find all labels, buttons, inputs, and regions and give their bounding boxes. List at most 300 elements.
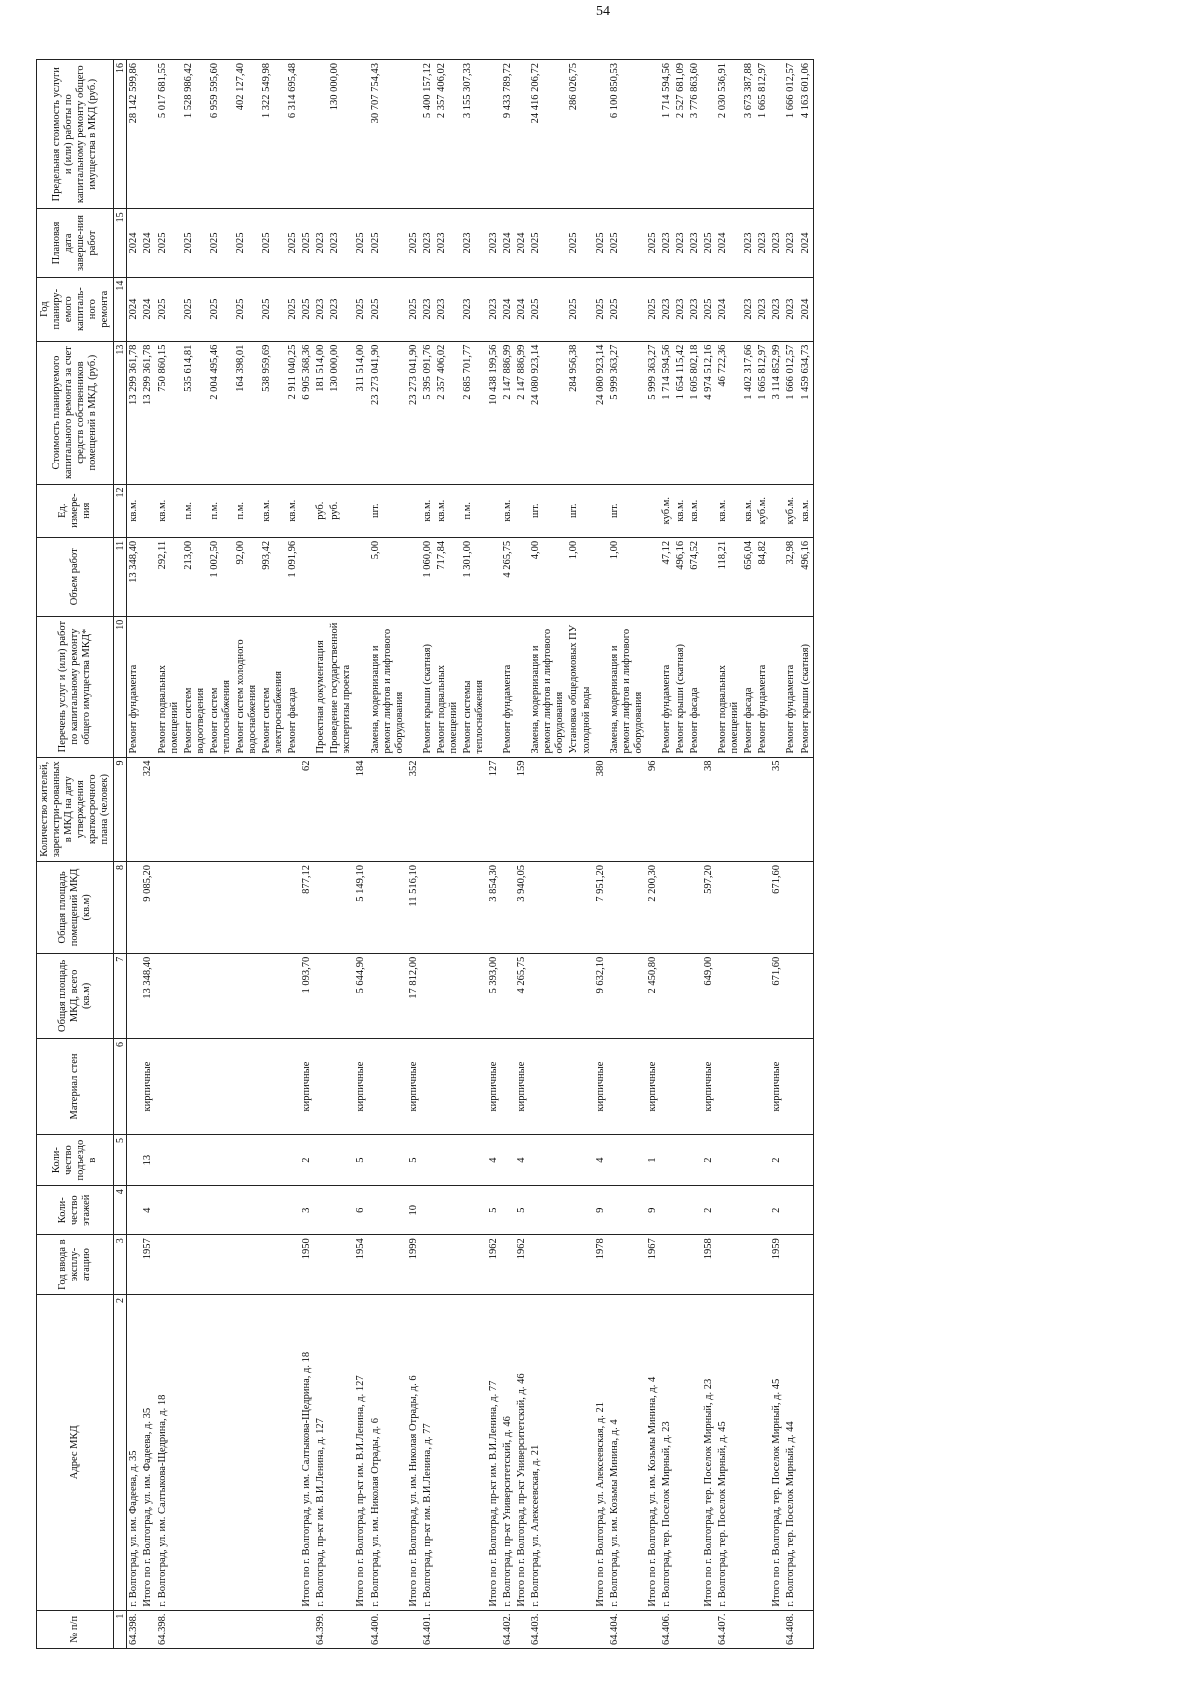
unit-cell: кв.м. xyxy=(286,484,300,537)
address-cell: Итого по г. Волгоград, ул. им. Салтыкова-Щедрина, д. 18 xyxy=(300,1294,314,1610)
address-cell xyxy=(234,1294,260,1610)
work-volume-cell: 1,00 xyxy=(608,537,646,616)
column-number: 2 xyxy=(114,1294,127,1610)
unit-cell: п.м. xyxy=(234,484,260,537)
entrances-cell xyxy=(369,1135,407,1186)
floors-cell xyxy=(369,1186,407,1235)
work-volume-cell xyxy=(314,537,328,616)
planned-cost-cell: 13 299 361,78 xyxy=(127,341,142,484)
max-cost-cell: 6 959 595,60 xyxy=(208,60,234,209)
row-number-cell: 64.399. xyxy=(314,1610,328,1648)
work-volume-cell: 496,16 xyxy=(674,537,688,616)
work-volume-cell: 1,00 xyxy=(567,537,593,616)
unit-cell xyxy=(646,484,660,537)
table-row xyxy=(515,60,529,1649)
wall-material-cell xyxy=(799,1039,814,1135)
floors-cell xyxy=(501,1186,515,1235)
completion-date-cell: 2023 xyxy=(314,209,328,277)
premises-area-cell xyxy=(756,862,770,954)
table-row xyxy=(594,60,608,1649)
premises-area-cell: 671,60 xyxy=(770,862,784,954)
premises-area-cell xyxy=(660,862,674,954)
completion-date-cell: 2025 xyxy=(182,209,208,277)
max-cost-cell xyxy=(770,60,784,209)
column-number: 1 xyxy=(114,1610,127,1648)
row-number-cell xyxy=(234,1610,260,1648)
work-type-cell: Ремонт фундамента xyxy=(660,616,674,757)
work-volume-cell xyxy=(487,537,501,616)
work-type-cell: Проведение государственной экспертизы проекта xyxy=(328,616,354,757)
page-number: 54 xyxy=(596,4,610,19)
column-number: 7 xyxy=(114,953,127,1038)
work-type-cell: Замена, модернизация и ремонт лифтов и лифтового оборудования xyxy=(608,616,646,757)
planned-cost-cell: 1 459 634,73 xyxy=(799,341,814,484)
year-built-cell: 1962 xyxy=(487,1235,501,1295)
residents-cell: 35 xyxy=(770,757,784,862)
repair-year-cell: 2025 xyxy=(608,277,646,341)
row-number-cell xyxy=(674,1610,688,1648)
address-cell: Итого по г. Волгоград, ул. им. Николая Отрады, д. 6 xyxy=(407,1294,421,1610)
residents-cell xyxy=(660,757,674,862)
year-built-cell xyxy=(234,1235,260,1295)
table-row xyxy=(799,60,814,1649)
header-cell: Общая площадь МКД, всего (кв.м) xyxy=(37,953,114,1038)
wall-material-cell: кирпичные xyxy=(407,1039,421,1135)
entrances-cell: 2 xyxy=(770,1135,784,1186)
repair-year-cell: 2024 xyxy=(141,277,155,341)
premises-area-cell xyxy=(234,862,260,954)
total-area-cell xyxy=(529,953,567,1038)
planned-cost-cell: 4 974 512,16 xyxy=(702,341,716,484)
address-cell: г. Волгоград, тер. Поселок Мирный, д. 23 xyxy=(660,1294,674,1610)
table-row xyxy=(784,60,798,1649)
unit-cell: руб. xyxy=(328,484,354,537)
residents-cell xyxy=(742,757,756,862)
total-area-cell: 13 348,40 xyxy=(141,953,155,1038)
address-cell: г. Волгоград, тер. Поселок Мирный, д. 45 xyxy=(716,1294,742,1610)
unit-cell: куб.м. xyxy=(660,484,674,537)
work-type-cell: Установка общедомовых ПУ холодной воды xyxy=(567,616,593,757)
premises-area-cell xyxy=(260,862,286,954)
completion-date-cell: 2025 xyxy=(646,209,660,277)
completion-date-cell: 2025 xyxy=(608,209,646,277)
column-number: 9 xyxy=(114,757,127,862)
year-built-cell xyxy=(567,1235,593,1295)
completion-date-cell: 2025 xyxy=(354,209,368,277)
row-number-cell xyxy=(799,1610,814,1648)
planned-cost-cell: 538 959,69 xyxy=(260,341,286,484)
year-built-cell xyxy=(421,1235,435,1295)
residents-cell xyxy=(314,757,328,862)
planned-cost-cell: 2 147 886,99 xyxy=(515,341,529,484)
repair-year-cell: 2025 xyxy=(407,277,421,341)
max-cost-cell xyxy=(314,60,328,209)
residents-cell xyxy=(608,757,646,862)
premises-area-cell xyxy=(501,862,515,954)
planned-cost-cell: 1 654 115,42 xyxy=(674,341,688,484)
repair-year-cell: 2023 xyxy=(660,277,674,341)
total-area-cell xyxy=(234,953,260,1038)
planned-cost-cell: 5 999 363,27 xyxy=(646,341,660,484)
floors-cell xyxy=(314,1186,328,1235)
work-type-cell xyxy=(515,616,529,757)
max-cost-cell: 2 357 406,02 xyxy=(435,60,461,209)
year-built-cell: 1978 xyxy=(594,1235,608,1295)
row-number-cell xyxy=(182,1610,208,1648)
completion-date-cell: 2023 xyxy=(328,209,354,277)
year-built-cell xyxy=(461,1235,487,1295)
floors-cell xyxy=(286,1186,300,1235)
unit-cell: кв.м. xyxy=(716,484,742,537)
planned-cost-cell: 23 273 041,90 xyxy=(369,341,407,484)
work-volume-cell: 1 002,50 xyxy=(208,537,234,616)
residents-cell: 324 xyxy=(141,757,155,862)
header-cell: Ед. измере-ния xyxy=(37,484,114,537)
max-cost-cell: 6 314 695,48 xyxy=(286,60,300,209)
wall-material-cell xyxy=(127,1039,142,1135)
premises-area-cell xyxy=(716,862,742,954)
row-number-cell: 64.402. xyxy=(501,1610,515,1648)
residents-cell xyxy=(784,757,798,862)
max-cost-cell xyxy=(594,60,608,209)
table-row xyxy=(742,60,756,1649)
wall-material-cell: кирпичные xyxy=(354,1039,368,1135)
entrances-cell xyxy=(688,1135,702,1186)
total-area-cell xyxy=(660,953,674,1038)
residents-cell xyxy=(286,757,300,862)
entrances-cell xyxy=(435,1135,461,1186)
max-cost-cell: 28 142 599,86 xyxy=(127,60,142,209)
table-row xyxy=(702,60,716,1649)
wall-material-cell: кирпичные xyxy=(300,1039,314,1135)
table-row xyxy=(660,60,674,1649)
repair-year-cell: 2025 xyxy=(567,277,593,341)
completion-date-cell: 2024 xyxy=(127,209,142,277)
wall-material-cell xyxy=(529,1039,567,1135)
repair-year-cell: 2023 xyxy=(784,277,798,341)
table-row xyxy=(156,60,182,1649)
unit-cell: кв.м. xyxy=(742,484,756,537)
total-area-cell xyxy=(716,953,742,1038)
header-cell: № п/п xyxy=(37,1610,114,1648)
header-cell: Коли-чество подъездо в xyxy=(37,1135,114,1186)
table-row xyxy=(286,60,300,1649)
header-cell: Количество жителей, зарегистри-рованных в МКД на дату утверждения краткосрочного плана (человек) xyxy=(37,757,114,862)
floors-cell: 10 xyxy=(407,1186,421,1235)
premises-area-cell xyxy=(674,862,688,954)
wall-material-cell xyxy=(328,1039,354,1135)
column-number: 16 xyxy=(114,60,127,209)
work-volume-cell xyxy=(515,537,529,616)
max-cost-cell: 2 030 536,91 xyxy=(716,60,742,209)
completion-date-cell: 2024 xyxy=(716,209,742,277)
residents-cell xyxy=(674,757,688,862)
year-built-cell xyxy=(756,1235,770,1295)
work-type-cell: Ремонт фундамента xyxy=(127,616,142,757)
work-type-cell xyxy=(300,616,314,757)
work-type-cell xyxy=(594,616,608,757)
work-volume-cell: 13 348,40 xyxy=(127,537,142,616)
premises-area-cell: 3 940,05 xyxy=(515,862,529,954)
premises-area-cell xyxy=(742,862,756,954)
table-row xyxy=(182,60,208,1649)
completion-date-cell: 2023 xyxy=(421,209,435,277)
table-row xyxy=(300,60,314,1649)
row-number-cell xyxy=(328,1610,354,1648)
wall-material-cell: кирпичные xyxy=(515,1039,529,1135)
table-row xyxy=(127,60,142,1649)
wall-material-cell xyxy=(501,1039,515,1135)
work-volume-cell: 32,98 xyxy=(784,537,798,616)
total-area-cell xyxy=(674,953,688,1038)
year-built-cell: 1962 xyxy=(515,1235,529,1295)
planned-cost-cell: 1 605 802,18 xyxy=(688,341,702,484)
repair-year-cell: 2025 xyxy=(260,277,286,341)
planned-cost-cell: 1 402 317,66 xyxy=(742,341,756,484)
header-cell: Год планиру-емого капиталь-ного ремонта xyxy=(37,277,114,341)
table-row xyxy=(461,60,487,1649)
residents-cell xyxy=(461,757,487,862)
completion-date-cell: 2023 xyxy=(688,209,702,277)
row-number-cell xyxy=(435,1610,461,1648)
completion-date-cell: 2023 xyxy=(461,209,487,277)
repair-year-cell: 2025 xyxy=(646,277,660,341)
total-area-cell xyxy=(742,953,756,1038)
repair-year-cell: 2023 xyxy=(487,277,501,341)
total-area-cell xyxy=(369,953,407,1038)
unit-cell: кв.м. xyxy=(435,484,461,537)
row-number-cell: 64.408. xyxy=(784,1610,798,1648)
wall-material-cell xyxy=(660,1039,674,1135)
unit-cell: п.м. xyxy=(461,484,487,537)
residents-cell xyxy=(234,757,260,862)
address-cell: Итого по г. Волгоград, пр-кт им. В.И.Ленина, д. 77 xyxy=(487,1294,501,1610)
residents-cell xyxy=(260,757,286,862)
column-number: 14 xyxy=(114,277,127,341)
completion-date-cell: 2025 xyxy=(300,209,314,277)
entrances-cell xyxy=(567,1135,593,1186)
total-area-cell: 649,00 xyxy=(702,953,716,1038)
premises-area-cell: 2 200,30 xyxy=(646,862,660,954)
year-built-cell: 1950 xyxy=(300,1235,314,1295)
residents-cell xyxy=(328,757,354,862)
year-built-cell xyxy=(688,1235,702,1295)
floors-cell: 9 xyxy=(646,1186,660,1235)
work-type-cell: Ремонт фасада xyxy=(742,616,756,757)
entrances-cell: 4 xyxy=(594,1135,608,1186)
entrances-cell xyxy=(461,1135,487,1186)
work-type-cell: Ремонт фундамента xyxy=(756,616,770,757)
row-number-cell xyxy=(770,1610,784,1648)
column-number: 10 xyxy=(114,616,127,757)
address-cell: г. Волгоград, пр-кт им. В.И.Ленина, д. 127 xyxy=(314,1294,328,1610)
unit-cell: кв.м. xyxy=(501,484,515,537)
max-cost-cell: 1 714 594,56 xyxy=(660,60,674,209)
premises-area-cell xyxy=(421,862,435,954)
completion-date-cell: 2024 xyxy=(799,209,814,277)
column-number: 15 xyxy=(114,209,127,277)
row-number-cell: 64.398. xyxy=(156,1610,182,1648)
year-built-cell: 1954 xyxy=(354,1235,368,1295)
table-row xyxy=(435,60,461,1649)
premises-area-cell: 11 516,10 xyxy=(407,862,421,954)
work-volume-cell: 717,84 xyxy=(435,537,461,616)
total-area-cell xyxy=(688,953,702,1038)
address-cell xyxy=(461,1294,487,1610)
work-type-cell: Ремонт систем холодного водоснабжения xyxy=(234,616,260,757)
entrances-cell xyxy=(260,1135,286,1186)
entrances-cell: 4 xyxy=(515,1135,529,1186)
residents-cell xyxy=(688,757,702,862)
completion-date-cell: 2023 xyxy=(756,209,770,277)
row-number-cell: 64.400. xyxy=(369,1610,407,1648)
year-built-cell: 1967 xyxy=(646,1235,660,1295)
total-area-cell xyxy=(328,953,354,1038)
entrances-cell xyxy=(674,1135,688,1186)
unit-cell: кв.м. xyxy=(799,484,814,537)
header-cell: Материал стен xyxy=(37,1039,114,1135)
premises-area-cell xyxy=(688,862,702,954)
column-number: 8 xyxy=(114,862,127,954)
max-cost-cell xyxy=(407,60,421,209)
completion-date-cell: 2023 xyxy=(742,209,756,277)
address-cell xyxy=(567,1294,593,1610)
row-number-cell xyxy=(300,1610,314,1648)
address-cell xyxy=(328,1294,354,1610)
entrances-cell xyxy=(156,1135,182,1186)
floors-cell xyxy=(529,1186,567,1235)
premises-area-cell xyxy=(182,862,208,954)
entrances-cell xyxy=(208,1135,234,1186)
residents-cell xyxy=(567,757,593,862)
planned-cost-cell: 3 114 852,99 xyxy=(770,341,784,484)
max-cost-cell: 6 100 850,53 xyxy=(608,60,646,209)
table-row xyxy=(421,60,435,1649)
work-volume-cell: 84,82 xyxy=(756,537,770,616)
wall-material-cell xyxy=(208,1039,234,1135)
row-number-cell: 64.403. xyxy=(529,1610,567,1648)
unit-cell: шт. xyxy=(608,484,646,537)
year-built-cell: 1957 xyxy=(141,1235,155,1295)
premises-area-cell xyxy=(127,862,142,954)
repair-year-cell: 2024 xyxy=(716,277,742,341)
table-row xyxy=(501,60,515,1649)
max-cost-cell: 1 528 986,42 xyxy=(182,60,208,209)
year-built-cell xyxy=(799,1235,814,1295)
repair-year-cell: 2023 xyxy=(435,277,461,341)
planned-cost-cell: 2 147 886,99 xyxy=(501,341,515,484)
floors-cell xyxy=(421,1186,435,1235)
premises-area-cell xyxy=(567,862,593,954)
max-cost-cell: 3 776 863,60 xyxy=(688,60,702,209)
repair-year-cell: 2025 xyxy=(354,277,368,341)
completion-date-cell: 2023 xyxy=(435,209,461,277)
completion-date-cell: 2025 xyxy=(567,209,593,277)
work-type-cell: Ремонт подвальных помещений xyxy=(156,616,182,757)
repair-year-cell: 2025 xyxy=(529,277,567,341)
repair-year-cell: 2023 xyxy=(421,277,435,341)
planned-cost-cell: 284 956,38 xyxy=(567,341,593,484)
floors-cell xyxy=(208,1186,234,1235)
address-cell xyxy=(756,1294,770,1610)
completion-date-cell: 2025 xyxy=(156,209,182,277)
completion-date-cell: 2025 xyxy=(529,209,567,277)
total-area-cell xyxy=(314,953,328,1038)
total-area-cell xyxy=(286,953,300,1038)
premises-area-cell: 597,20 xyxy=(702,862,716,954)
wall-material-cell xyxy=(716,1039,742,1135)
row-number-cell xyxy=(567,1610,593,1648)
entrances-cell xyxy=(234,1135,260,1186)
completion-date-cell: 2023 xyxy=(784,209,798,277)
max-cost-cell xyxy=(141,60,155,209)
residents-cell: 184 xyxy=(354,757,368,862)
entrances-cell xyxy=(501,1135,515,1186)
residents-cell xyxy=(756,757,770,862)
wall-material-cell: кирпичные xyxy=(594,1039,608,1135)
work-volume-cell: 993,42 xyxy=(260,537,286,616)
wall-material-cell xyxy=(742,1039,756,1135)
floors-cell: 5 xyxy=(487,1186,501,1235)
floors-cell xyxy=(328,1186,354,1235)
completion-date-cell: 2023 xyxy=(660,209,674,277)
address-cell: Итого по г. Волгоград, пр-кт Университетский, д. 46 xyxy=(515,1294,529,1610)
wall-material-cell xyxy=(234,1039,260,1135)
floors-cell xyxy=(688,1186,702,1235)
completion-date-cell: 2024 xyxy=(501,209,515,277)
unit-cell: кв.м. xyxy=(421,484,435,537)
repair-year-cell: 2024 xyxy=(515,277,529,341)
planned-cost-cell: 1 714 594,56 xyxy=(660,341,674,484)
repair-year-cell: 2025 xyxy=(594,277,608,341)
completion-date-cell: 2023 xyxy=(770,209,784,277)
premises-area-cell: 7 951,20 xyxy=(594,862,608,954)
max-cost-cell xyxy=(515,60,529,209)
residents-cell xyxy=(799,757,814,862)
repair-year-cell: 2023 xyxy=(688,277,702,341)
year-built-cell xyxy=(208,1235,234,1295)
address-cell: г. Волгоград, ул. Алексеевская, д. 21 xyxy=(529,1294,567,1610)
wall-material-cell xyxy=(286,1039,300,1135)
floors-cell: 5 xyxy=(515,1186,529,1235)
total-area-cell xyxy=(799,953,814,1038)
completion-date-cell: 2023 xyxy=(487,209,501,277)
residents-cell: 159 xyxy=(515,757,529,862)
year-built-cell xyxy=(742,1235,756,1295)
entrances-cell: 5 xyxy=(407,1135,421,1186)
work-volume-cell xyxy=(141,537,155,616)
max-cost-cell: 1 666 012,57 xyxy=(784,60,798,209)
work-type-cell: Ремонт системы теплоснабжения xyxy=(461,616,487,757)
completion-date-cell: 2025 xyxy=(260,209,286,277)
unit-cell: шт. xyxy=(369,484,407,537)
column-number-row xyxy=(114,60,127,1649)
repair-year-cell: 2024 xyxy=(501,277,515,341)
year-built-cell xyxy=(660,1235,674,1295)
unit-cell: куб.м. xyxy=(784,484,798,537)
year-built-cell xyxy=(716,1235,742,1295)
address-cell: г. Волгоград, ул. им. Салтыкова-Щедрина, д. 18 xyxy=(156,1294,182,1610)
address-cell: г. Волгоград, тер. Поселок Мирный, д. 44 xyxy=(784,1294,798,1610)
work-volume-cell xyxy=(354,537,368,616)
completion-date-cell: 2025 xyxy=(407,209,421,277)
unit-cell xyxy=(300,484,314,537)
floors-cell xyxy=(716,1186,742,1235)
planned-cost-cell: 2 357 406,02 xyxy=(435,341,461,484)
table-row xyxy=(260,60,286,1649)
max-cost-cell: 130 000,00 xyxy=(328,60,354,209)
entrances-cell xyxy=(314,1135,328,1186)
